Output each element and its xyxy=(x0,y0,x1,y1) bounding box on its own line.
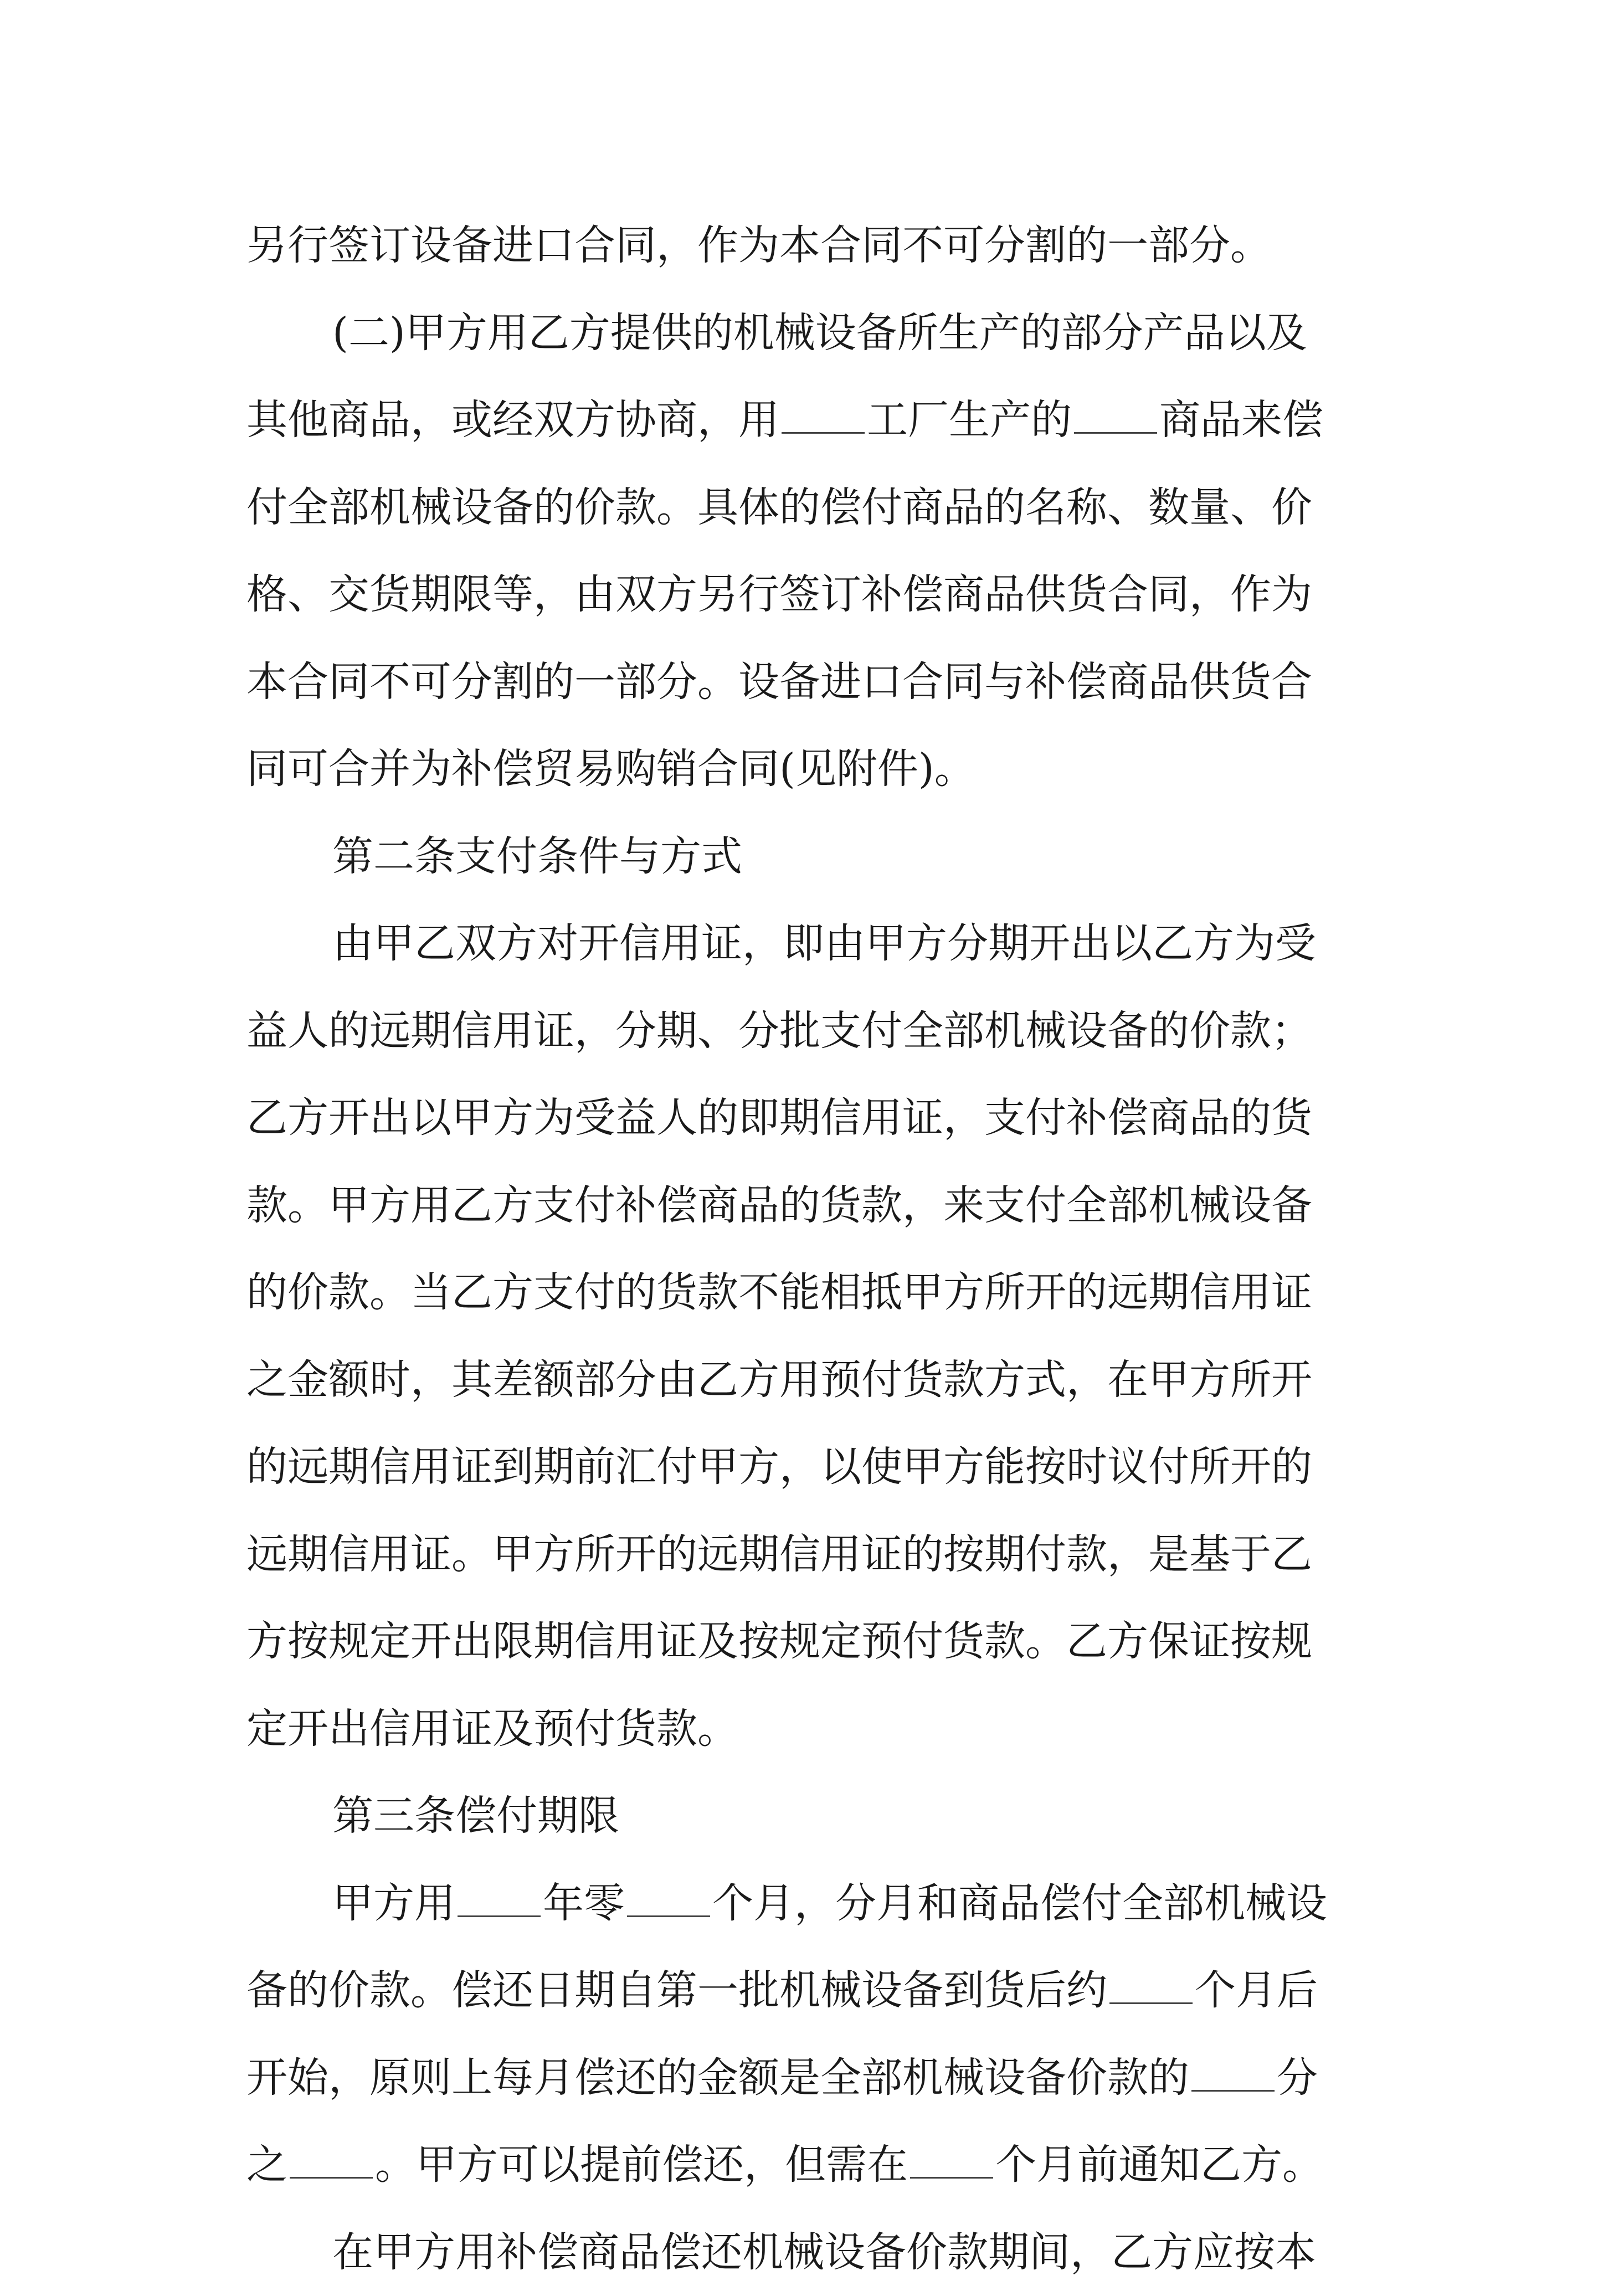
text-line xyxy=(246,1511,1371,1599)
text-line xyxy=(246,377,1371,464)
text-line xyxy=(246,1686,1371,1773)
fill-in-blank xyxy=(1191,2051,1275,2091)
text-segment: (二)甲方用乙方提供的机械设备所生产的部分产品以及 xyxy=(332,309,1307,357)
text-line xyxy=(246,988,1371,1075)
text-segment: 工厂生产的 xyxy=(867,396,1072,444)
text-segment: 付全部机械设备的价款。具体的偿付商品的名称、数量、价 xyxy=(246,484,1312,531)
fill-in-blank xyxy=(290,2138,373,2179)
text-segment: 开始，原则上每月偿还的金额是全部机械设备价款的 xyxy=(246,2054,1189,2102)
text-line xyxy=(246,1075,1371,1162)
text-segment: 在甲方用补偿商品偿还机械设备价款期间，乙方应按本 xyxy=(332,2228,1316,2276)
fill-in-blank xyxy=(782,393,865,434)
text-line xyxy=(246,464,1371,552)
text-line xyxy=(246,1947,1371,2035)
text-segment: 方按规定开出限期信用证及按规定预付货款。乙方保证按规 xyxy=(246,1617,1312,1665)
text-segment: 益人的远期信用证，分期、分批支付全部机械设备的价款； xyxy=(246,1007,1312,1055)
text-segment: 个月前通知乙方。 xyxy=(995,2141,1323,2189)
text-line xyxy=(246,639,1371,726)
text-line xyxy=(246,2209,1371,2296)
text-segment: 格、交货期限等，由双方另行签订补偿商品供货合同，作为 xyxy=(246,571,1312,618)
text-line xyxy=(246,2122,1371,2209)
text-segment: 个月后 xyxy=(1195,1966,1318,2014)
text-line xyxy=(246,900,1371,988)
fill-in-blank xyxy=(1074,393,1157,434)
text-segment: 定开出信用证及预付货款。 xyxy=(246,1705,738,1753)
text-line xyxy=(246,1162,1371,1250)
text-segment: 商品来偿 xyxy=(1159,396,1323,444)
text-line xyxy=(246,290,1371,377)
text-segment: 甲方用 xyxy=(332,1879,455,1927)
text-segment: 远期信用证。甲方所开的远期信用证的按期付款，是基于乙 xyxy=(246,1530,1312,1578)
text-line xyxy=(246,1598,1371,1686)
text-segment: 之金额时，其差额部分由乙方用预付货款方式，在甲方所开 xyxy=(246,1356,1312,1404)
text-segment: 备的价款。偿还日期自第一批机械设备到货后约 xyxy=(246,1966,1107,2014)
text-segment: 其他商品，或经双方协商，用 xyxy=(246,396,779,444)
text-line xyxy=(246,1249,1371,1337)
text-line xyxy=(246,1860,1371,1948)
text-line xyxy=(246,1337,1371,1424)
text-segment: 乙方开出以甲方为受益人的即期信用证，支付补偿商品的货 xyxy=(246,1094,1312,1142)
text-segment: 个月，分月和商品偿付全部机械设 xyxy=(712,1879,1327,1927)
text-segment: 年零 xyxy=(543,1879,625,1927)
text-line xyxy=(246,726,1371,813)
text-segment: 第二条支付条件与方式 xyxy=(332,833,742,880)
text-segment: 第三条偿付期限 xyxy=(332,1792,619,1840)
text-segment: 的价款。当乙方支付的货款不能相抵甲方所开的远期信用证 xyxy=(246,1268,1312,1316)
section-heading xyxy=(246,813,1371,901)
text-line xyxy=(246,1424,1371,1511)
text-line xyxy=(246,551,1371,639)
text-segment: 本合同不可分割的一部分。设备进口合同与补偿商品供货合 xyxy=(246,658,1312,706)
text-segment: 款。甲方用乙方支付补偿商品的货款，来支付全部机械设备 xyxy=(246,1182,1312,1229)
text-segment: 之 xyxy=(246,2141,287,2189)
text-segment: 的远期信用证到期前汇付甲方，以使甲方能按时议付所开的 xyxy=(246,1443,1312,1491)
text-segment: 另行签订设备进口合同，作为本合同不可分割的一部分。 xyxy=(246,222,1271,269)
contract-body xyxy=(246,202,1371,2296)
section-heading xyxy=(246,1773,1371,1860)
fill-in-blank xyxy=(458,1876,541,1917)
fill-in-blank xyxy=(1109,1964,1193,2004)
text-segment: 同可合并为补偿贸易购销合同(见附件)。 xyxy=(246,745,975,793)
text-segment: 由甲乙双方对开信用证，即由甲方分期开出以乙方为受 xyxy=(332,920,1316,967)
text-segment: 分 xyxy=(1277,2054,1318,2102)
fill-in-blank xyxy=(627,1876,710,1917)
fill-in-blank xyxy=(910,2138,993,2179)
text-line xyxy=(246,202,1371,290)
text-line xyxy=(246,2035,1371,2122)
text-segment: 。甲方可以提前偿还，但需在 xyxy=(375,2141,908,2189)
